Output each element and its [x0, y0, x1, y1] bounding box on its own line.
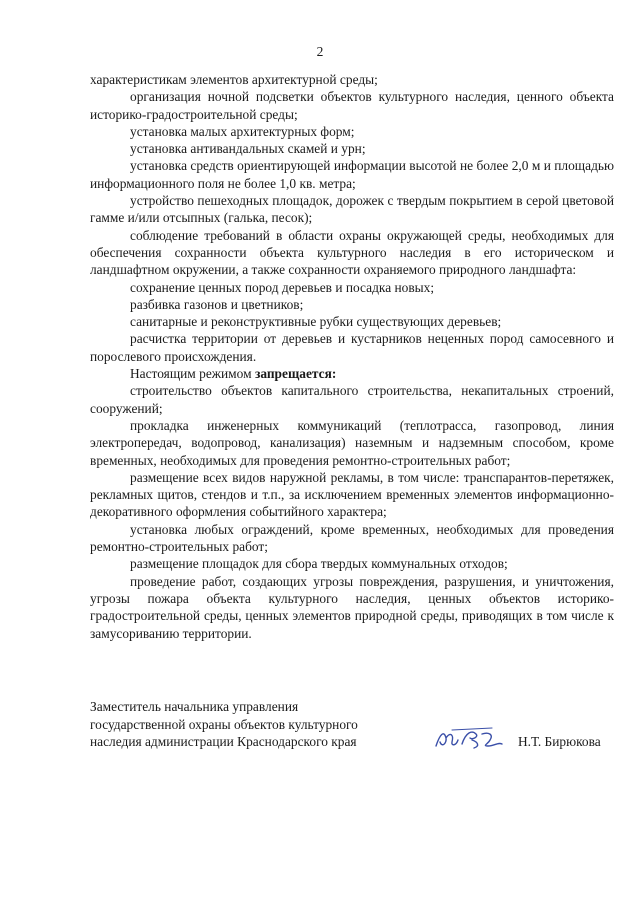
signature-block — [90, 698, 614, 751]
paragraph: сохранение ценных пород деревьев и посадка новых; — [130, 279, 435, 295]
paragraph: размещение всех видов наружной рекламы, в том числе: транспарантов-перетяжек, рекламных щитов, стендов и т.п., за исключением временных элементов информационно-декоративного оформления событийного характера; — [90, 469, 614, 520]
paragraph: прокладка инженерных коммуникаций (теплотрасса, газопровод, линия электропередач, водопровод, канализация) наземным и надземным способом, кроме временных, необходимых для проведения ремонтно-строительных работ; — [90, 417, 614, 468]
prohibited-bold: запрещается: — [254, 366, 337, 382]
paragraph: установка антивандальных скамей и урн; — [130, 141, 366, 157]
page-number: 2 — [316, 44, 324, 59]
paragraph: устройство пешеходных площадок, дорожек с твердым покрытием в серой цветовой гамме и/или отсыпных (галька, песок); — [90, 193, 614, 226]
paragraph: размещение площадок для сбора твердых коммунальных отходов; — [130, 556, 508, 572]
paragraph: установка средств ориентирующей информации высотой не более 2,0 м и площадью информационного поля не более 1,0 кв. метра; — [90, 158, 614, 191]
paragraph: соблюдение требований в области охраны окружающей среды, необходимых для обеспечения сохранности объекта культурного наследия в его историческом и ландшафтном окружении, а также сохранности охраняемого природного ландшафта: — [90, 227, 614, 278]
document-body — [90, 71, 614, 642]
paragraph: установка любых ограждений, кроме временных, необходимых для проведения ремонтно-строительных работ; — [90, 521, 614, 555]
paragraph: организация ночной подсветки объектов культурного наследия, ценного объекта историко-градостроительной среды; — [90, 89, 614, 122]
paragraph: санитарные и реконструктивные рубки существующих деревьев; — [130, 314, 502, 330]
prohibited-intro: Настоящим режимом — [130, 366, 252, 382]
paragraph: установка малых архитектурных форм; — [130, 123, 355, 139]
signer-title-line: государственной охраны объектов культурного — [90, 716, 358, 732]
handwritten-signature — [432, 724, 510, 752]
signer-title-line: наследия администрации Краснодарского края — [90, 734, 357, 749]
signer-title-line: Заместитель начальника управления — [90, 699, 299, 714]
paragraph: разбивка газонов и цветников; — [130, 296, 304, 312]
paragraph: строительство объектов капитального строительства, некапитальных строений, сооружений; — [90, 383, 614, 416]
paragraph: характеристикам элементов архитектурной среды; — [90, 72, 378, 87]
paragraph: проведение работ, создающих угрозы повреждения, разрушения, и уничтожения, угрозы пожара объекта культурного наследия, ценных объектов историко-градостроительной среды, ценных элементов природной среды, приводящих в том числе к замусориванию территории. — [90, 573, 614, 641]
signer-name: Н.Т. Бирюкова — [518, 734, 601, 749]
prohibited-heading — [90, 365, 614, 382]
paragraph: расчистка территории от деревьев и кустарников неценных пород самосевного и порослевого происхождения. — [90, 331, 614, 364]
